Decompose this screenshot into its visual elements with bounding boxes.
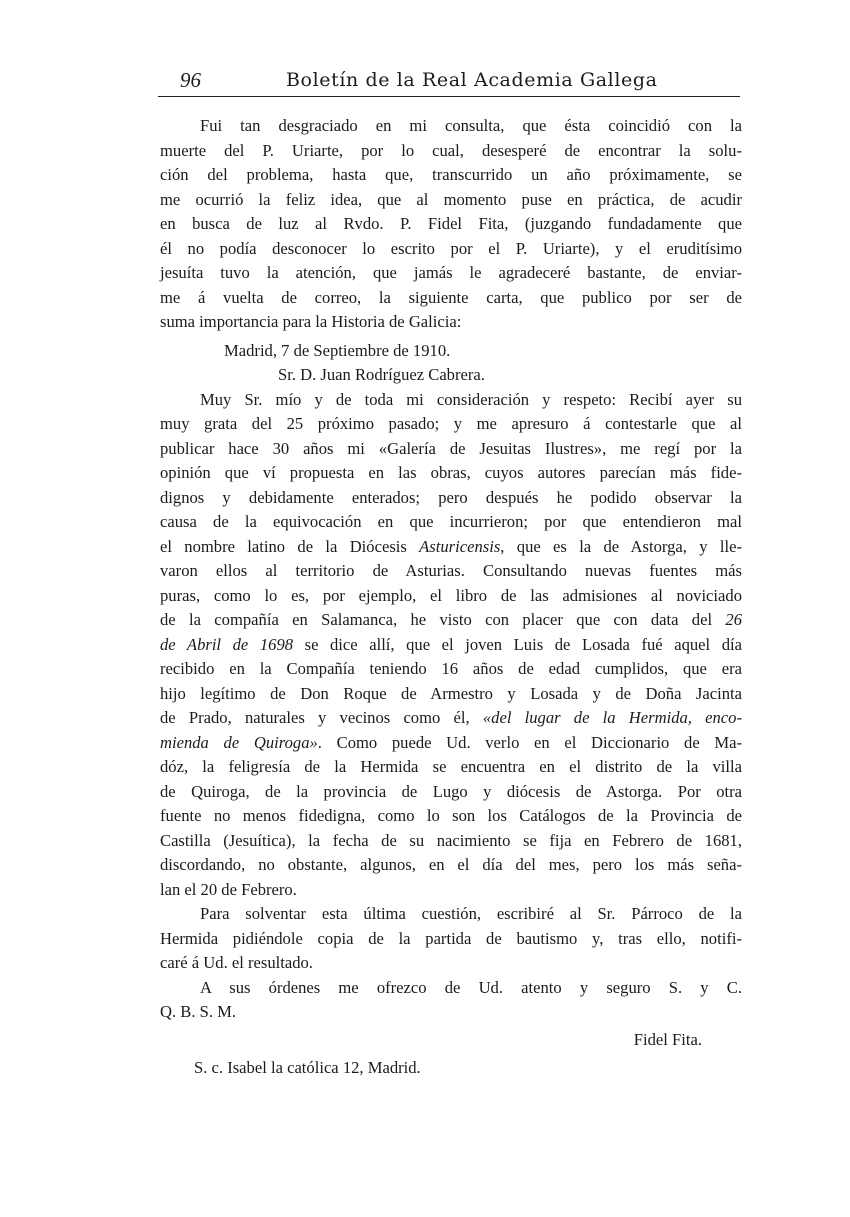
italic-date: 26 [725, 610, 742, 629]
italic-term: Asturicensis [419, 536, 501, 556]
text-line [160, 731, 742, 756]
text-line: discordando, no obstante, algunos, en el día del mes, pero los más seña- [160, 855, 742, 874]
text-line [160, 706, 742, 731]
italic-quote: mienda de Quiroga» [160, 732, 318, 752]
text-line: publicar hace 30 años mi «Galería de Jesuitas Ilustres», me regí por la [160, 438, 742, 458]
text-line: A sus órdenes me ofrezco de Ud. atento y seguro S. y C. [200, 977, 742, 997]
text-line: me ocurrió la feliz idea, que al momento puse en práctica, de acudir [160, 189, 742, 209]
text-run: el nombre latino de la Diócesis [160, 536, 420, 556]
text-line: Muy Sr. mío y de toda mi consideración y respeto: Recibí ayer su [200, 389, 742, 409]
text-run: de la compañía en Salamanca, he visto con placer que con data del [160, 610, 726, 629]
text-line: muy grata del 25 próximo pasado; y me apresuro á contestarle que al [160, 414, 742, 433]
text-line: muerte del P. Uriarte, por lo cual, desesperé de encontrar la solu- [160, 140, 742, 160]
text-line: Hermida pidiéndole copia de la partida de bautismo y, tras ello, notifi- [160, 928, 742, 948]
text-line [160, 608, 742, 633]
letter-signature: Fidel Fita. [633, 1029, 702, 1049]
journal-title: Boletín de la Real Academia Gallega [286, 69, 658, 91]
text-line: recibido en la Compañía teniendo 16 años de edad cumplidos, que era [160, 659, 742, 678]
text-line: puras, como lo es, por ejemplo, el libro de las admisiones al noviciado [160, 585, 742, 605]
text-run: se dice allí, que el joven Luis de Losada fué aquel día [293, 634, 742, 654]
text-line: fuente no menos fidedigna, como lo son los Catálogos de la Provincia de [160, 806, 742, 825]
page-header [158, 66, 740, 97]
text-line: jesuíta tuvo la atención, que jamás le agradeceré bastante, de enviar- [160, 263, 742, 282]
text-line: dignos y debidamente enterados; pero después he podido observar la [160, 487, 742, 507]
page-number: 96 [180, 68, 201, 92]
letter-paragraph-2 [160, 902, 742, 976]
text-line: lan el 20 de Febrero. [160, 879, 297, 899]
text-run: . Como puede Ud. verlo en el Diccionario de Ma- [317, 732, 743, 752]
text-line: varon ellos al territorio de Asturias. Consultando nuevas fuentes más [160, 561, 742, 580]
text-run: , que es la de Astorga, y lle- [500, 536, 742, 556]
text-line [160, 633, 742, 658]
letter-addressee: Sr. D. Juan Rodríguez Cabrera. [278, 365, 485, 384]
text-line: suma importancia para la Historia de Galicia: [160, 312, 462, 331]
text-line: en busca de luz al Rvdo. P. Fidel Fita, (juzgando fundadamente que [160, 214, 742, 233]
text-line: Castilla (Jesuítica), la fecha de su nacimiento se fija en Febrero de 1681, [160, 830, 742, 850]
text-run: de Prado, naturales y vecinos como él, [160, 708, 483, 727]
intro-paragraph [160, 114, 742, 335]
letter-date: Madrid, 7 de Septiembre de 1910. [224, 340, 451, 360]
italic-quote: «del lugar de la Hermida, enco- [482, 708, 742, 727]
text-line: me á vuelta de correo, la siguiente carta, que publico por ser de [160, 287, 742, 307]
text-line: Para solventar esta última cuestión, escribiré al Sr. Párroco de la [200, 904, 742, 923]
letter-paragraph-1 [160, 388, 742, 903]
letter-address: S. c. Isabel la católica 12, Madrid. [194, 1058, 421, 1077]
text-line: ción del problema, hasta que, transcurrido un año próximamente, se [160, 165, 742, 184]
text-line: hijo legítimo de Don Roque de Armestro y Losada y de Doña Jacinta [160, 683, 742, 703]
text-line: Q. B. S. M. [160, 1002, 237, 1021]
text-line: opinión que ví propuesta en las obras, cuyos autores parecían más fide- [160, 463, 742, 482]
text-line: Fui tan desgraciado en mi consulta, que ésta coincidió con la [200, 116, 742, 135]
text-line: él no podía desconocer lo escrito por el P. Uriarte), y el eruditísimo [160, 238, 742, 258]
text-line: caré á Ud. el resultado. [160, 953, 313, 972]
italic-date: de Abril de 1698 [160, 634, 294, 654]
page-body [160, 114, 742, 1081]
text-line: dóz, la feligresía de la Hermida se encuentra en el distrito de la villa [160, 757, 742, 776]
text-line: de Quiroga, de la provincia de Lugo y diócesis de Astorga. Por otra [160, 781, 742, 801]
text-line: causa de la equivocación en que incurrieron; por que entendieron mal [160, 512, 742, 531]
text-line [160, 535, 742, 560]
letter-closing [160, 976, 742, 1025]
